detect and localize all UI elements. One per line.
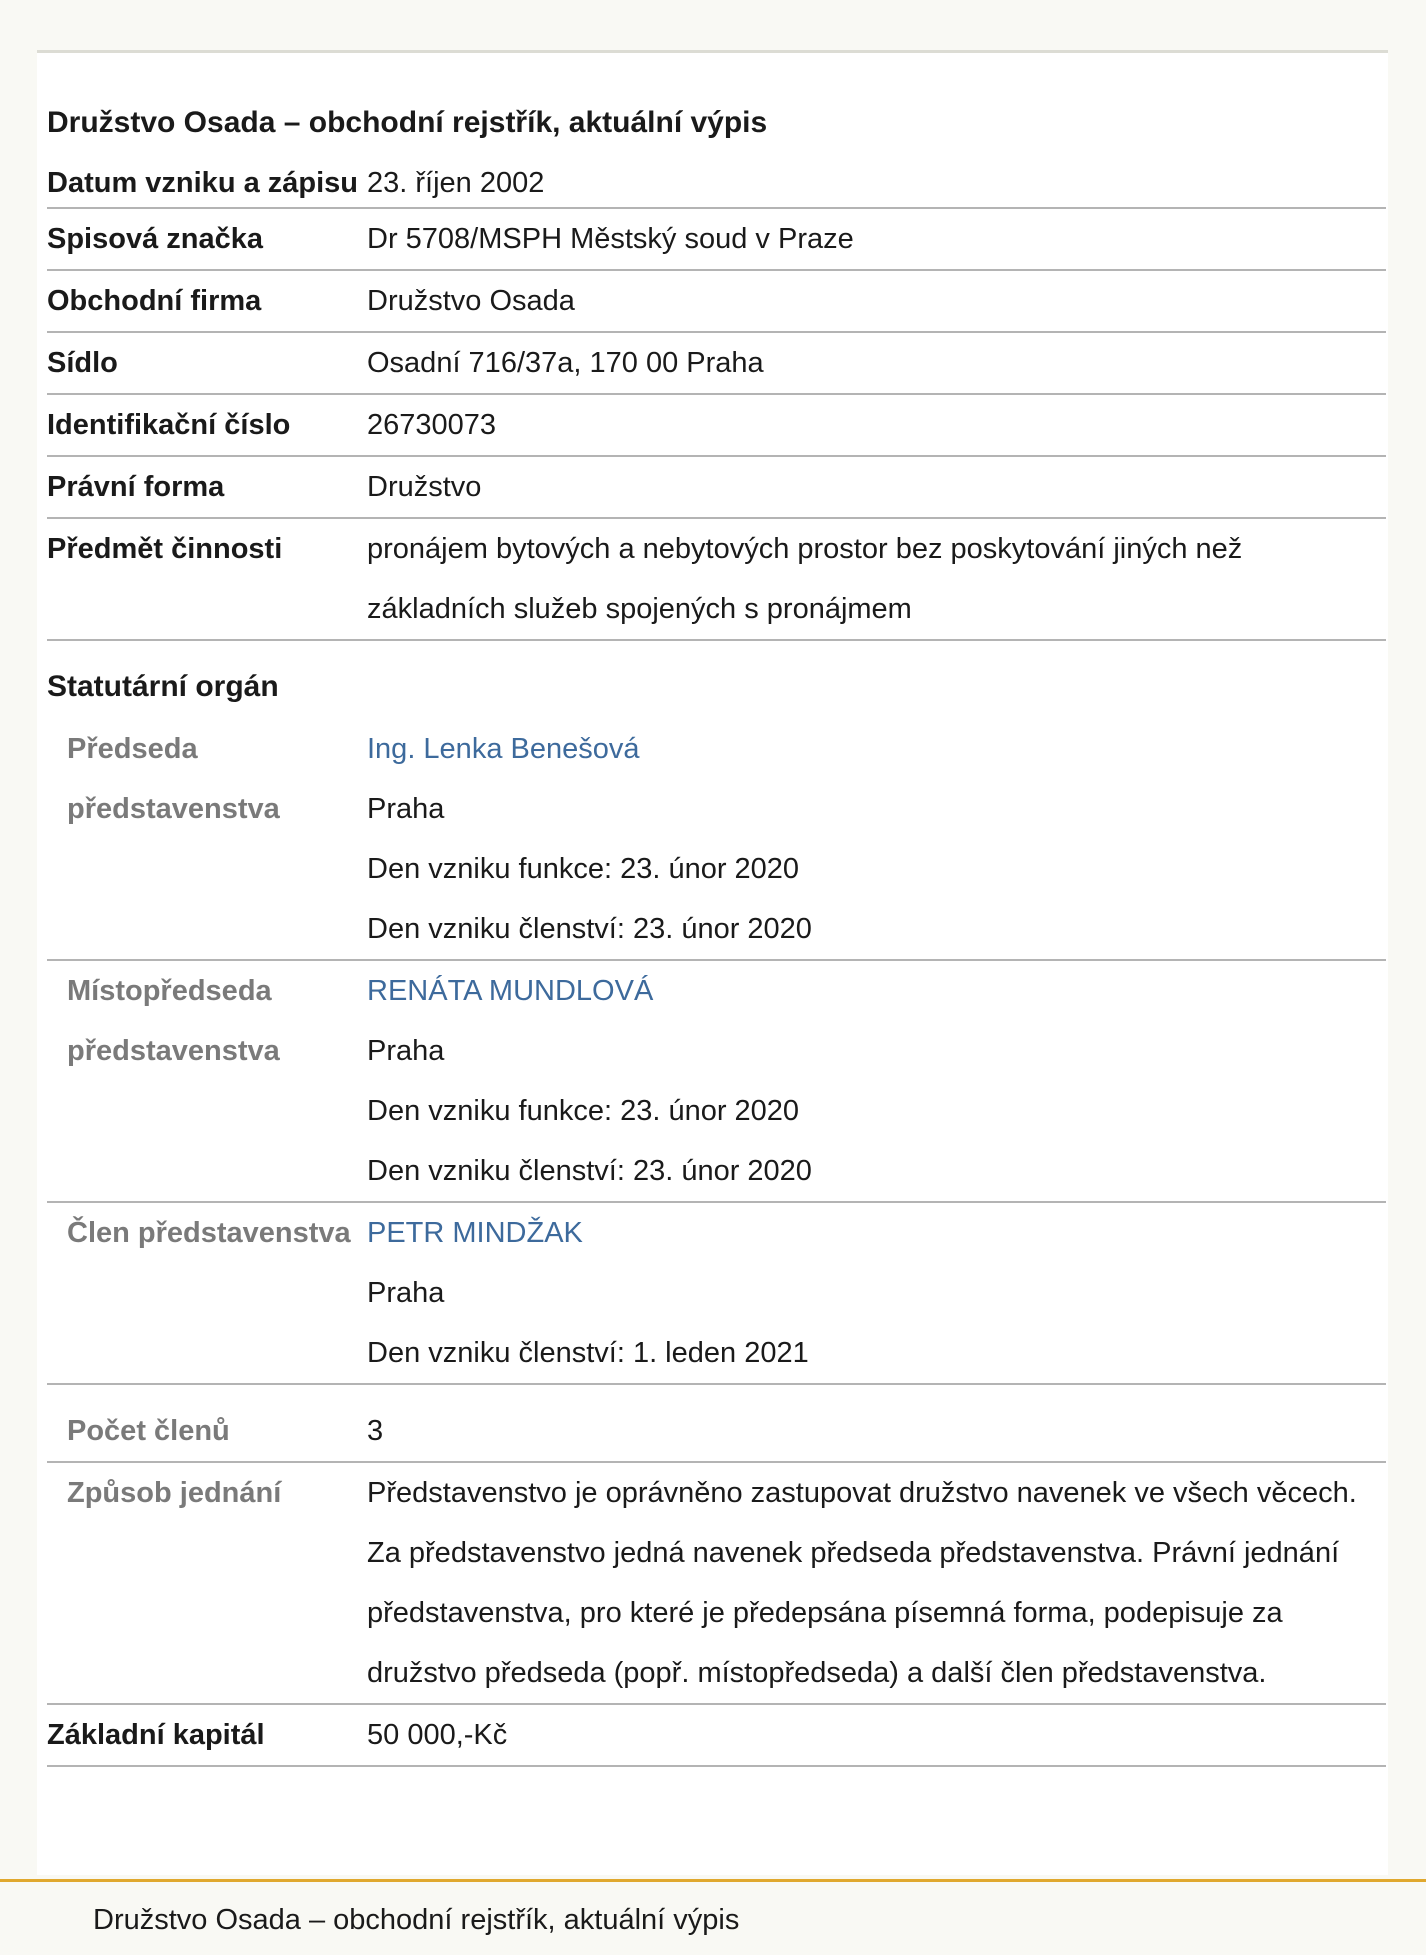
member-vice-chairman [47,961,1386,1203]
footer-title: Družstvo Osada – obchodní rejstřík, aktuální výpis [93,1904,740,1936]
row-date-of-establishment [47,155,1386,209]
row-legal-form [47,457,1386,519]
document-title: Družstvo Osada – obchodní rejstřík, aktuální výpis [47,106,768,139]
member-details [367,961,1386,1201]
row-member-count [47,1385,1386,1463]
row-label: Právní forma [47,471,225,503]
row-value: 23. říjen 2002 [367,167,545,199]
row-identification-number [47,395,1386,457]
row-registered-office [47,333,1386,395]
row-manner-of-acting [47,1463,1386,1705]
member-membership-start: Den vzniku členství: 23. únor 2020 [367,913,812,945]
member-membership-start: Den vzniku členství: 23. únor 2020 [367,1155,812,1187]
member-chairman [47,719,1386,961]
row-value: Osadní 716/37a, 170 00 Praha [367,347,764,379]
member-city: Praha [367,1035,445,1067]
capital-label: Základní kapitál [47,1719,265,1751]
member-name-link[interactable]: Ing. Lenka Benešová [367,733,640,765]
row-file-number [47,209,1386,271]
manner-of-acting-text: Představenstvo je oprávněno zastupovat družstvo navenek ve všech věcech. Za představenstvo jedná navenek předseda představenstva. Právní jednání představenstva, pro které je předepsána písemná forma, podepisuje za družstvo předseda (popř. místopředseda) a další člen představenstva. [367,1477,1357,1689]
member-count-label: Počet členů [67,1415,230,1447]
member-role: Místopředseda představenstva [67,975,280,1067]
row-label: Předmět činnosti [47,533,283,565]
row-value: Družstvo Osada [367,285,575,317]
member-details [367,1203,1386,1383]
row-value: Dr 5708/MSPH Městský soud v Praze [367,223,854,255]
row-label: Spisová značka [47,223,263,255]
row-label: Sídlo [47,347,118,379]
row-business-activity [47,519,1386,641]
row-registered-capital [47,1705,1386,1767]
member-city: Praha [367,1277,445,1309]
row-label: Identifikační číslo [47,409,291,441]
member-role: Předseda představenstva [67,733,280,825]
manner-of-acting-label: Způsob jednání [67,1477,282,1509]
member-function-start: Den vzniku funkce: 23. únor 2020 [367,853,800,885]
register-card [37,50,1388,1875]
member-role: Člen představenstva [67,1217,351,1249]
register-content [47,101,1386,1767]
member-city: Praha [367,793,445,825]
statutory-body-heading: Statutární orgán [47,670,279,703]
row-business-name [47,271,1386,333]
row-value: 26730073 [367,409,497,441]
row-label: Datum vzniku a zápisu [47,167,359,199]
member-count-value: 3 [367,1415,384,1447]
member-details [367,719,1386,959]
capital-value: 50 000,-Kč [367,1719,508,1751]
row-label: Obchodní firma [47,285,262,317]
member-name-link[interactable]: PETR MINDŽAK [367,1217,583,1249]
page-footer [0,1879,1426,1955]
row-value: Družstvo [367,471,482,503]
member-function-start: Den vzniku funkce: 23. únor 2020 [367,1095,800,1127]
member-membership-start: Den vzniku členství: 1. leden 2021 [367,1337,809,1369]
member-name-link[interactable]: RENÁTA MUNDLOVÁ [367,975,654,1007]
row-value: pronájem bytových a nebytových prostor bez poskytování jiných než základních služeb spojených s pronájmem [367,533,1243,625]
member-board-member [47,1203,1386,1385]
